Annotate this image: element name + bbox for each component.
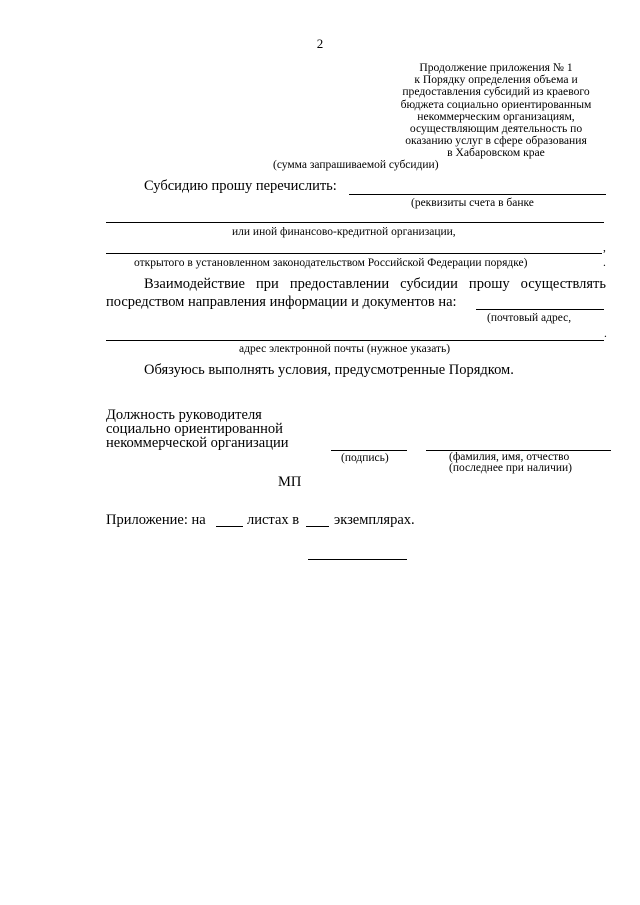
postal-address-field-line[interactable] xyxy=(476,309,604,310)
period: . xyxy=(603,257,606,269)
postal-address-caption: (почтовый адрес, xyxy=(487,312,572,324)
other-org-caption: или иной финансово-кредитной организации, xyxy=(232,226,456,238)
bank-details-field-line-3[interactable] xyxy=(106,253,602,254)
signature-field-line[interactable] xyxy=(331,450,407,451)
attachment-middle: листах в xyxy=(247,512,300,528)
interaction-text-line-2: посредством направления информации и документов на: xyxy=(106,294,457,310)
position-line: социально ориентированной xyxy=(106,421,283,437)
stamp-mark: МП xyxy=(278,474,302,490)
bank-details-caption: (реквизиты счета в банке xyxy=(411,197,534,209)
full-name-caption xyxy=(449,452,572,474)
header-line: некоммерческим организациям, xyxy=(417,109,575,123)
interaction-text-line-1: Взаимодействие при предоставлении субсидии прошу осуществлять xyxy=(144,276,606,292)
header-line: к Порядку определения объема и xyxy=(414,73,578,87)
position-line: некоммерческой организации xyxy=(106,435,289,451)
period: . xyxy=(604,328,607,340)
header-line: оказанию услуг в сфере образования xyxy=(405,134,587,148)
header-line: осуществляющим деятельность по xyxy=(409,122,583,136)
sheets-count-field-line[interactable] xyxy=(216,526,243,527)
head-position xyxy=(106,408,288,450)
transfer-label: Субсидию прошу перечислить: xyxy=(144,178,337,194)
bank-details-field-line-2[interactable] xyxy=(106,222,604,223)
subsidy-amount-caption: (сумма запрашиваемой субсидии) xyxy=(273,159,439,171)
copies-count-field-line[interactable] xyxy=(306,526,329,527)
email-field-line[interactable] xyxy=(106,340,604,341)
email-caption: адрес электронной почты (нужное указать) xyxy=(239,343,451,355)
header-line: бюджета социально ориентированным xyxy=(400,97,592,111)
page-number: 2 xyxy=(316,36,324,51)
attachment-prefix: Приложение: на xyxy=(106,512,206,528)
opened-account-caption: открытого в установленном законодательством Российской Федерации порядке) xyxy=(134,257,528,269)
header-line: Продолжение приложения № 1 xyxy=(419,61,573,74)
bank-details-field-line[interactable] xyxy=(349,194,606,195)
position-line: Должность руководителя xyxy=(106,407,262,423)
closing-separator-line xyxy=(308,559,407,560)
attachment-suffix: экземплярах. xyxy=(334,512,415,528)
header-line: предоставления субсидий из краевого xyxy=(402,85,590,99)
obligation-text: Обязуюсь выполнять условия, предусмотренные Порядком. xyxy=(144,362,514,378)
signature-caption: (подпись) xyxy=(341,452,389,464)
appendix-header xyxy=(380,62,612,160)
full-name-caption-line: (фамилия, имя, отчество xyxy=(449,451,570,463)
full-name-caption-line: (последнее при наличии) xyxy=(449,462,573,474)
comma: , xyxy=(603,242,606,254)
header-line: в Хабаровском крае xyxy=(447,146,545,160)
